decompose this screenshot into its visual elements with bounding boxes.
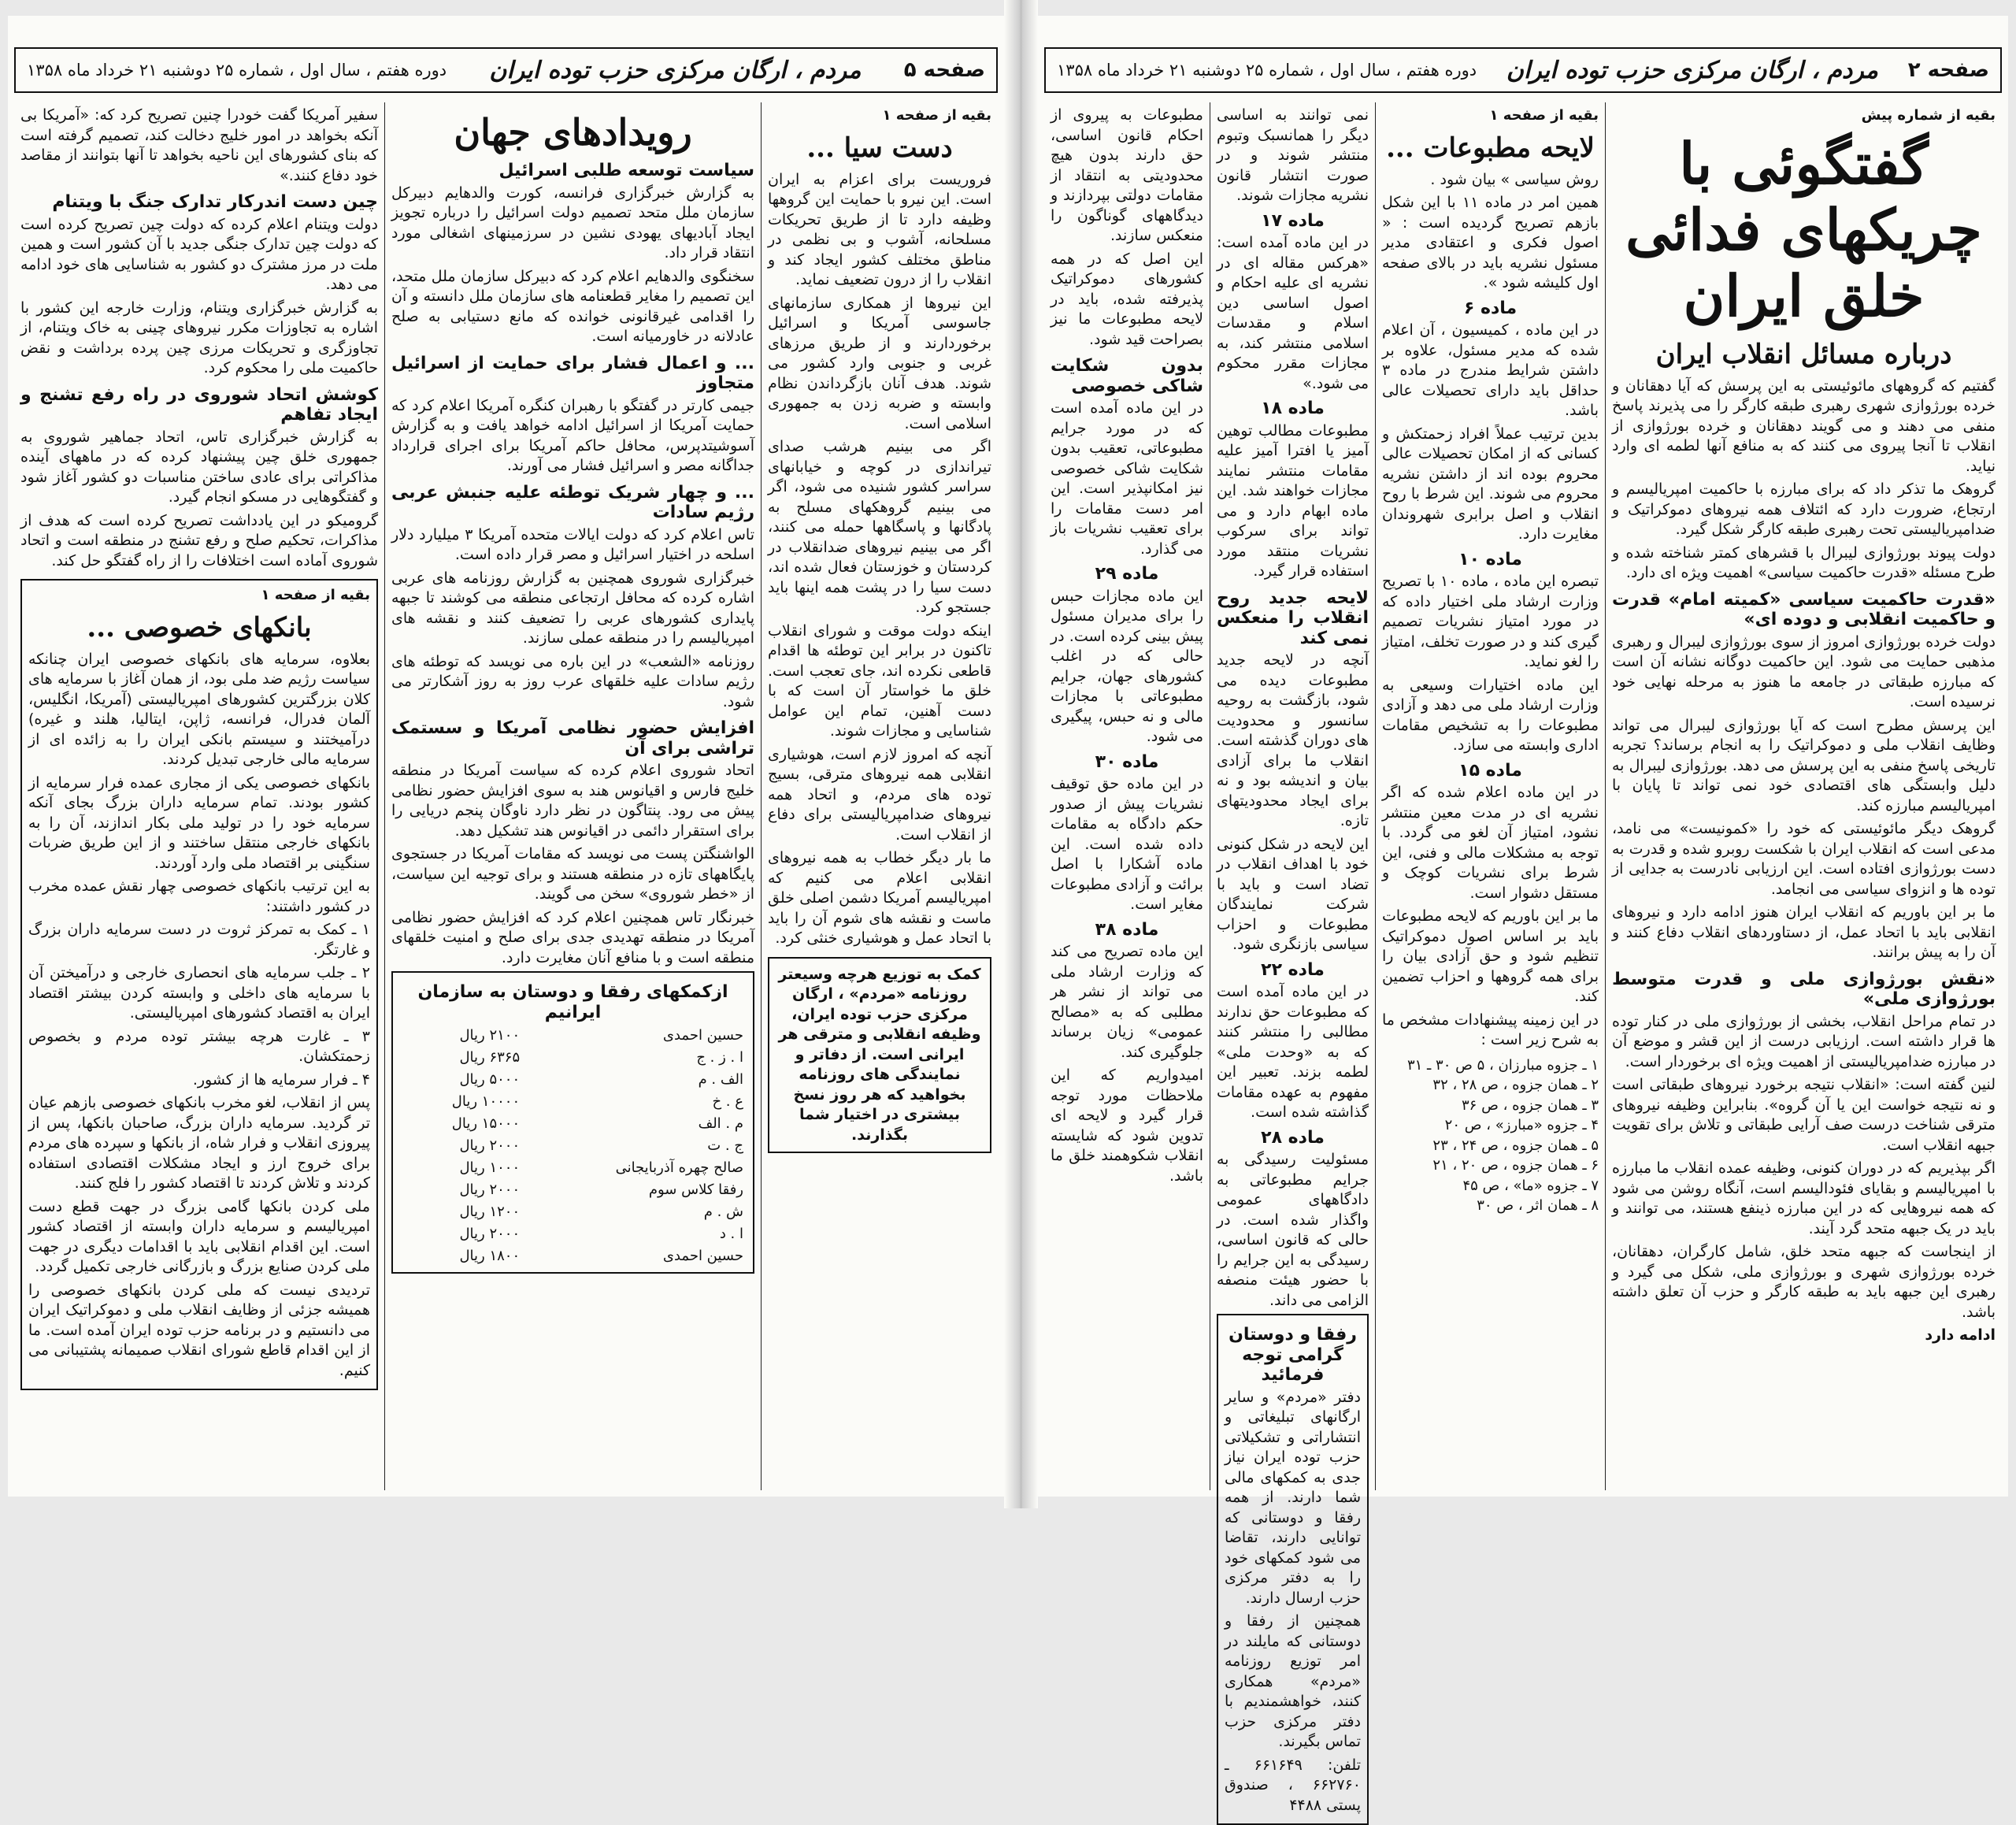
paragraph: به این ترتیب بانکهای خصوصی چهار نقش عمده مخرب در کشور داشتند: — [28, 877, 370, 915]
paragraph: پس از انقلاب، لغو مخرب بانکهای خصوصی بازهم عیان تر گردید. سرمایه داران بزرگ، صاحبان بانکها، پس از پیروزی انقلاب و فرار شاه، از بانکها و سپرده های مردم برای خروج ارز و ایجاد مشکلات اقتصادی استفاده کردند و تلاش کردند تا اقتصاد کشور را فلج کنند. — [28, 1094, 370, 1192]
paragraph: این ماده تصریح می کند که وزارت ارشاد ملی می تواند از نشر هر مطلبی که به «مصالح عمومی» زیان برساند جلوگیری کند. — [1051, 943, 1203, 1061]
donation-amount: ۲۰۰۰ ریال — [459, 1181, 521, 1198]
reference-item: ۶ ـ همان جزوه ، ص ۲۰ ، ۲۱ — [1432, 1157, 1599, 1174]
article-title: گفتگوئی با چریکهای فدائی خلق ایران — [1625, 129, 1982, 329]
article-title: بانکهای خصوصی ... — [87, 611, 312, 644]
donation-amount: ۱۸۰۰ ریال — [459, 1248, 521, 1264]
paragraph: ما بار دیگر خطاب به همه نیروهای انقلابی اعلام می کنیم که امپریالیسم آمریکا دشمن اصلی خلق ماست و نقشه های شوم آن را باید با اتحاد عمل و هوشیاری خنثی کرد. — [768, 849, 991, 947]
list-item: ۱ ـ کمک به تمرکز ثروت در دست سرمایه داران بزرگ و غارتگر. — [28, 921, 370, 959]
paragraph: این اصل که در همه کشورهای دموکراتیک پذیرفته شده، باید در لایحه مطبوعات ما نیز بصراحت قید شود. — [1051, 250, 1203, 348]
paragraph: این نیروها از همکاری سازمانهای جاسوسی آمریکا و اسرائیل برخوردارند و از طریق مرزهای غربی و جنوبی وارد کشور می شوند. هدف آنان بازگرداندن نظام وابسته و ضربه زدن به جمهوری اسلامی است. — [768, 294, 991, 432]
article-heading: ماده ۳۰ — [1095, 751, 1159, 772]
donor-name: حسین احمدی — [662, 1027, 743, 1044]
paragraph: بانکهای خصوصی یکی از مجاری عمده فرار سرمایه از کشور بودند. تمام سرمایه داران بزرگ بجای آنکه سرمایه خود را در تولید ملی بکار اندازند، آن را به بانکهای خارجی منتقل ساختند و از این طریق ضربات سنگینی بر اقتصاد ملی وارد آوردند. — [28, 773, 370, 872]
donation-row — [399, 1179, 747, 1201]
paragraph: بدین ترتیب عملاً افراد زحمتکش و کسانی که از امکان تحصیلات عالی محروم بوده اند از داشتن نشریه محروم می شوند. این شرط با روح انقلاب و اصل برابری شهروندان مغایرت دارد. — [1382, 425, 1599, 543]
newspaper-logo: مردم ، ارگان مرکزی حزب توده ایران — [1506, 56, 1878, 84]
paragraph: ما بر این باوریم که انقلاب ایران هنوز ادامه دارد و نیروهای انقلابی باید با اتحاد عمل، از دستاوردهای انقلاب دفاع کنند و آن را به پیش برانند. — [1612, 903, 1996, 961]
donation-amount: ۲۰۰۰ ریال — [459, 1226, 521, 1242]
donation-row — [399, 1223, 747, 1245]
paragraph: گروهک ما تذکر داد که برای مبارزه با حاکمیت امپریالیسم و ارتجاع، ضرورت دارد که ائتلاف همه نیروهای دموکراتیک و ضدامپریالیستی تحت رهبری طبقه کارگر شکل گیرد. — [1612, 480, 1996, 538]
reference-item: ۵ ـ همان جزوه ، ص ۲۴ ، ۲۳ — [1432, 1137, 1599, 1154]
paragraph: آنچه در لایحه جدید مطبوعات دیده می شود، بازگشت به روحیه سانسور و محدودیت های دوران گذشته است. انقلاب ما برای آزادی بیان و اندیشه بود و نه برای ایجاد محدودیتهای تازه. — [1217, 651, 1369, 829]
donation-row — [399, 1201, 747, 1223]
headline: سیاست توسعه طلبی اسرائیل — [498, 161, 754, 180]
reference-item: ۲ ـ همان جزوه ، ص ۲۸ ، ۳۲ — [1432, 1077, 1599, 1093]
page-number: صفحه ۲ — [1907, 58, 1989, 82]
masthead-right — [1044, 47, 2002, 93]
donor-name: الف . م — [698, 1071, 743, 1088]
cia-column — [761, 102, 998, 1490]
paragraph: اگر بپذیریم که در دوران کنونی، وظیفه عمده انقلاب ما مبارزه با امپریالیسم و بقایای فئودالیسم است، آنگاه روشن می شود که همه نیروهایی که در این مبارزه ذینفع هستند، می توانند و باید در یک جبهه متحد گرد آیند. — [1612, 1159, 1996, 1237]
donations-box — [391, 971, 754, 1274]
donor-name: حسین احمدی — [662, 1248, 743, 1264]
donation-amount: ۵۰۰۰ ریال — [459, 1071, 521, 1088]
world-events-column — [384, 102, 761, 1490]
paragraph: این ماده اختیارات وسیعی به وزارت ارشاد ملی می دهد و آزادی مطبوعات را به تشخیص مقامات اداری وابسته می سازد. — [1382, 676, 1599, 754]
article-subtitle: درباره مسائل انقلاب ایران — [1655, 338, 1952, 370]
paragraph: تلفن: ۶۶۱۶۴۹ ـ ۶۶۲۷۶۰ ، صندوق پستی ۴۴۸۸ — [1225, 1756, 1361, 1814]
reference-item: ۷ ـ جزوه «ما» ، ص ۴۵ — [1462, 1177, 1599, 1194]
donor-name: ا . ز . ج — [696, 1049, 743, 1066]
headline: چین دست اندرکار تدارک جنگ با ویتنام — [52, 192, 378, 212]
article-title: لایحه مطبوعات ... — [1386, 132, 1595, 164]
donor-name: رفقا کلاس سوم — [648, 1181, 743, 1198]
paragraph: در این ماده ، کمیسیون ، آن اعلام شده که مدیر مسئول، علاوه بر داشتن شرایط مندرج در ماده ۳ حداقل باید دارای تحصیلات عالی باشد. — [1382, 321, 1599, 419]
paragraph: به گزارش خبرگزاری فرانسه، کورت والدهایم دبیرکل سازمان ملل متحد تصمیم دولت اسرائیل را درباره تجویز ایجاد آبادیهای یهودی نشین در سرزمینهای اشغالی مورد انتقاد قرار داد. — [391, 184, 754, 262]
paragraph: نمی توانند به اساسی دیگر را همانسبک وتبوم منتشر شوند و در صورت انتشار قانون نشریه مجازات شوند. — [1217, 106, 1369, 204]
paragraph: ملی کردن بانکها گامی بزرگ در جهت قطع دست امپریالیسم و سرمایه داران وابسته از اقتصاد کشور است. این اقدام انقلابی باید با اقدامات دیگری در جهت ملی کردن صنایع بزرگ و بازرگانی خارجی تکمیل گردد. — [28, 1197, 370, 1275]
article-heading: ماده ۱۵ — [1458, 760, 1522, 781]
paragraph: همچنین از رفقا و دوستانی که مایلند در امر توزیع روزنامه «مردم» همکاری کنند، خواهشمندیم با دفتر مرکزی حزب تماس بگیرند. — [1225, 1612, 1361, 1750]
article-heading: ماده ۲۸ — [1261, 1127, 1325, 1148]
donation-amount: ۱۰۰۰۰ ریال — [451, 1093, 521, 1110]
to-be-continued: ادامه دارد — [1925, 1326, 1996, 1344]
donation-row — [399, 1135, 747, 1157]
paragraph: دفتر «مردم» و سایر ارگانهای تبلیغاتی و انتشاراتی و تشکیلاتی حزب توده ایران نیاز جدی به کمکهای مالی شما دارند. از همه رفقا و دوستانی که توانایی دارند، تقاضا می شود کمکهای خود را به دفتر مرکزی حزب ارسال دارند. — [1225, 1388, 1361, 1607]
paragraph: مطبوعات به پیروی از احکام قانون اساسی، حق دارند بدون هیچ محدودیتی به انتقاد از مقامات دولتی بپردازند و دیدگاههای گوناگون را منعکس سازند. — [1051, 106, 1203, 244]
paragraph: دولت ویتنام اعلام کرده که دولت چین تصریح کرده است که دولت چین تدارک جنگی جدید با آن کشور است و همین ملت در مرز مشترک دو کشور به شناسایی های خود ادامه می دهد. — [20, 215, 378, 293]
paragraph: الواشنگتن پست می نویسد که مقامات آمریکا در جستجوی پایگاههای تازه در منطقه هستند و برای توجیه این سیاست، از «خطر شوروی» سخن می گویند. — [391, 845, 754, 903]
list-item: ۴ ـ فرار سرمایه ها از کشور. — [192, 1070, 370, 1089]
donor-name: ا . د — [719, 1226, 743, 1242]
donation-amount: ۶۳۶۵ ریال — [459, 1049, 521, 1066]
paragraph: این پرسش مطرح است که آیا بورژوازی لیبرال می تواند وظایف انقلاب ملی و دموکراتیک را به انجام برساند؟ تجربه تاریخی پاسخ منفی به این پرسش می دهد. بورژوازی لیبرال به دلیل وابستگی های اقتصادی خود نمی تواند تا پایان با امپریالیسم مبارزه کند. — [1612, 716, 1996, 814]
paragraph: سخنگوی والدهایم اعلام کرد که دبیرکل سازمان ملل متحد، این تصمیم را مغایر قطعنامه های سازمان ملل دانسته و آن را اقدامی غیرقانونی خوانده که مانع دستیابی به صلح عادلانه در خاورمیانه است. — [391, 267, 754, 345]
paragraph: خبرگزاری شوروی همچنین به گزارش روزنامه های عربی اشاره کرده که محافل ارتجاعی منطقه می کوشند تا جبهه پایداری کشورهای عربی را تضعیف کنند و نقشه های امپریالیسم را در منطقه عملی سازند. — [391, 569, 754, 647]
page-number: صفحه ۵ — [903, 58, 985, 82]
donation-row — [399, 1091, 747, 1113]
donation-amount: ۲۱۰۰ ریال — [459, 1027, 521, 1044]
paragraph: در این زمینه پیشنهادات مشخص ما به شرح زیر است : — [1382, 1011, 1599, 1048]
paragraph: دولت پیوند بورژوازی لیبرال با قشرهای کمتر شناخته شده و طرح مسئله «قدرت حاکمیت سیاسی» اهمیت ویژه ای دارد. — [1612, 543, 1996, 581]
paragraph: بعلاوه، سرمایه های بانکهای خصوصی ایران چنانکه سیاست رژیم ضد ملی بود، از همان آغاز با سرمایه های کلان بزرگترین کشورهای امپریالیستی (آمریکا، انگلیس، آلمان فدرال، فرانسه، ژاپن، ایتالیا، هلند و غیره) درآمیختند و سیستم بانکی ایران را به زائده ای از سرمایه مالی خارجی تبدیل کردند. — [28, 650, 370, 768]
paragraph: در این ماده حق توقیف نشریات پیش از صدور حکم دادگاه به مقامات داده شده است. این ماده آشکارا با اصل برائت و آزادی مطبوعات مغایر است. — [1051, 775, 1203, 913]
paragraph: این لایحه در شکل کنونی خود با اهداف انقلاب در تضاد است و باید با شرکت نمایندگان مطبوعات و احزاب سیاسی بازنگری شود. — [1217, 835, 1369, 953]
reference-item: ۴ ـ جزوه «مبارز» ، ص ۲۰ — [1444, 1117, 1599, 1133]
paragraph: در این ماده اعلام شده که اگر نشریه ای در مدت معین منتشر نشود، امتیاز آن لغو می گردد. با توجه به مشکلات مالی و فنی، این شرط برای نشریات کوچک و مستقل دشوار است. — [1382, 784, 1599, 902]
headline: بدون شکایت شاکی خصوصی — [1051, 356, 1203, 396]
list-item: ۳ ـ غارت هرچه بیشتر توده مردم و بخصوص زحمتکشان. — [28, 1027, 370, 1065]
headline: «قدرت حاکمیت سیاسی «کمیته امام» قدرت و حاکمیت انقلابی و دوده ای» — [1612, 589, 1996, 629]
paragraph: گفتیم که گروههای مائوئیستی به این پرسش که آیا دهقانان و خرده بورژوازی شهری رهبری طبقه کارگر را می پذیرند پاسخ منفی می دهند و می گویند دهقانان و خرده بورژوازی از انقلاب تا آنجا پیروی می کنند که به منافع آنها لطمه ای وارد نیاید. — [1612, 376, 1996, 475]
paragraph: اتحاد شوروی اعلام کرده که سیاست آمریکا در منطقه خلیج فارس و اقیانوس هند به سوی افزایش حضور نظامی پیش می رود. پنتاگون در نظر دارد ناوگان پنجم دریایی را برای استقرار دائمی در اقیانوس هند تشکیل دهد. — [391, 762, 754, 840]
donor-name: ج . ت — [707, 1137, 743, 1154]
comrades-notice-box — [1217, 1314, 1369, 1825]
article-heading: ماده ۱۸ — [1261, 399, 1325, 418]
page-gutter — [1004, 0, 1038, 1508]
donor-name: ع . خ — [712, 1093, 743, 1110]
donation-row — [399, 1157, 747, 1179]
press-bill-column-2 — [1210, 102, 1375, 1814]
reference-item: ۳ ـ همان جزوه ، ص ۳۶ — [1462, 1096, 1599, 1114]
paragraph: فروریست برای اعزام به ایران است. این نیرو با حمایت این گروهها وظیفه دارد تا از طریق تحریکات مسلحانه، آشوب و بی نظمی در مناطق مختلف کشور ایجاد کند و انقلاب را از درون تضعیف نماید. — [768, 170, 991, 288]
press-bill-column-3 — [1044, 102, 1210, 1490]
news-column — [14, 102, 384, 1490]
article-heading: ماده ۱۷ — [1261, 210, 1325, 231]
paragraph: لنین گفته است: «انقلاب نتیجه برخورد نیروهای طبقاتی است و نه نتیجه خواست این یا آن گروه». بنابراین وظیفه نیروهای مترقی شناخت درست صف آرایی طبقاتی و تلاش برای تقویت جبهه انقلاب است. — [1612, 1076, 1996, 1154]
paragraph: در این ماده آمده است که مطبوعات حق ندارند مطالبی را منتشر کنند که به «وحدت ملی» لطمه بزند. تعبیر این مفهوم به عهده مقامات گذاشته شده است. — [1217, 983, 1369, 1121]
donation-row — [399, 1047, 747, 1069]
paragraph: در این ماده آمده است: «هرکس مقاله ای در نشریه ای علیه احکام و اصول اساسی دین اسلام و مقدسات اسلامی منتشر کند، به مجازات مقرر محکوم می شود.» — [1217, 234, 1369, 392]
article-heading: ماده ۱۰ — [1458, 549, 1522, 569]
paragraph: از اینجاست که جبهه متحد خلق، شامل کارگران، دهقانان، خرده بورژوازی شهری و بورژوازی ملی، شکل می گیرد و رهبری این جبهه باید به طبقه کارگر و حزب آن تعلق داشته باشد. — [1612, 1243, 1996, 1321]
article-heading: ماده ۳۸ — [1095, 919, 1159, 940]
donation-row — [399, 1113, 747, 1135]
notice-title: رفقا و دوستان گرامی توجه فرمائید — [1228, 1325, 1357, 1385]
paragraph: امیدواریم که این ملاحظات مورد توجه قرار گیرد و لایحه ای تدوین شود که شایسته انقلاب شکوهمند خلق ما باشد. — [1051, 1066, 1203, 1185]
paragraph: تاس اعلام کرد که دولت ایالات متحده آمریکا ۳ میلیارد دلار اسلحه در اختیار اسرائیل و مصر قرار داده است. — [391, 525, 754, 563]
headline: «نقش بورژوازی ملی و قدرت متوسط بورژوازی ملی» — [1612, 969, 1996, 1009]
left-columns — [14, 102, 998, 1490]
donor-name: ش . م — [703, 1204, 743, 1220]
paragraph: ما بر این باوریم که لایحه مطبوعات باید بر اساس اصول دموکراتیک تنظیم شود و حق آزادی بیان را برای همه گروهها و احزاب تضمین کند. — [1382, 907, 1599, 1005]
private-banks-box — [20, 579, 378, 1390]
continuation-note: بقیه از شماره پیش — [1861, 107, 1996, 124]
paragraph: سفیر آمریکا گفت خودرا چنین تصریح کرد که: «آمریکا بی آنکه بخواهد در امور خلیج دخالت کند، تصمیم گرفته است که بنای کشورهای این ناحیه بخواهد تا آنها بتوانند از مقاصد خود دفاع کنند.» — [20, 106, 378, 184]
paragraph: روزنامه «الشعب» در این باره می نویسد که توطئه های رژیم سادات علیه خلقهای عرب روز به روز آشکارتر می شود. — [391, 652, 754, 710]
article-heading: ماده ۲۹ — [1095, 564, 1159, 584]
donation-amount: ۱۲۰۰ ریال — [459, 1204, 521, 1220]
paragraph: مطبوعات مطالب توهین آمیز یا افترا آمیز علیه مقامات منتشر نمایند مجازات خواهند شد. این ماده ابهام دارد و می تواند برای سرکوب نشریات منتقد مورد استفاده قرار گیرد. — [1217, 421, 1369, 580]
article-heading: ماده ۲۲ — [1261, 959, 1325, 980]
paragraph: جیمی کارتر در گفتگو با رهبران کنگره آمریکا اعلام کرد که حمایت آمریکا از اسرائیل ادامه خواهد یافت و به گزارش آسوشیتدپرس، محافل حاکم آمریکا برای اجرای قرارداد جداگانه مصر و اسرائیل فشار می آورند. — [391, 396, 754, 474]
paragraph: تبصره این ماده ، ماده ۱۰ با تصریح وزارت ارشاد ملی اختیار داده که در مورد امتیاز نشریات تصمیم گیری کند و در صورت تخلف، امتیاز را لغو نماید. — [1382, 573, 1599, 670]
headline: ... و اعمال فشار برای حمایت از اسرائیل متجاوز — [391, 353, 754, 393]
headline: لایحه جدید روح انقلاب را منعکس نمی کند — [1217, 588, 1369, 648]
paragraph: اگر می بینیم هرشب صدای تیراندازی در کوچه و خیابانهای سراسر کشور شنیده می شود، اگر می بینیم گروهکهای مسلح به پادگانها و پاسگاهها حمله می کنند، اگر می بینیم نیروهای ضدانقلاب در کردستان و خوزستان فعال شده اند، دست سیا را در پشت همه اینها باید جستجو کرد. — [768, 438, 991, 616]
donation-row — [399, 1069, 747, 1091]
paragraph: در این ماده آمده است که در مورد جرایم مطبوعاتی، تعقیب بدون شکایت شاکی خصوصی نیز امکانپذیر است. این امر دست مقامات را برای تعقیب نشریات باز می گذارد. — [1051, 399, 1203, 558]
donation-row — [399, 1025, 747, 1047]
headline: ... و چهار شریک توطئه علیه جنبش عربی رژیم سادات — [391, 482, 754, 522]
donation-amount: ۱۰۰۰ ریال — [459, 1159, 521, 1176]
issue-date: دوره هفتم ، سال اول ، شماره ۲۵ دوشنبه ۲۱ خرداد ماه ۱۳۵۸ — [27, 61, 447, 80]
left-page — [8, 16, 1004, 1497]
headline: کوشش اتحاد شوروی در راه رفع تشنج و ایجاد تفاهم — [20, 384, 378, 425]
donation-amount: ۱۵۰۰۰ ریال — [451, 1115, 521, 1132]
right-columns — [1044, 102, 2002, 1814]
paragraph: تردیدی نیست که ملی کردن بانکهای خصوصی را همیشه جزئی از وظایف انقلاب ملی و دموکراتیک ایران می دانستیم و در برنامه حزب توده ایران آمده است. ما از این اقدام قاطع شورای انقلاب صمیمانه پشتیبانی می کنیم. — [28, 1281, 370, 1379]
newspaper-logo: مردم ، ارگان مرکزی حزب توده ایران — [489, 56, 862, 84]
paragraph: دولت خرده بورژوازی امروز از سوی بورژوازی لیبرال و رهبری مذهبی حمایت می شود. این حاکمیت دوگانه نشانه آن است که مبارزه طبقاتی در جامعه ما هنوز به مرحله نهایی خود نرسیده است. — [1612, 632, 1996, 710]
press-bill-column — [1375, 102, 1605, 1490]
paragraph: خبرنگار تاس همچنین اعلام کرد که افزایش حضور نظامی آمریکا در منطقه تهدیدی جدی برای صلح و امنیت خلقهای منطقه است و با منافع آنان مغایرت دارد. — [391, 908, 754, 966]
donation-row — [399, 1245, 747, 1267]
paragraph: همین امر در ماده ۱۱ با این شکل بازهم تصریح گردیده است : « اصول فکری و اعتقادی مدیر مسئول نشریه باید در بالای صفحه اول کلیشه شود ». — [1382, 194, 1599, 291]
continuation-note: بقیه از صفحه ۱ — [882, 107, 991, 124]
continuation-note: بقیه از صفحه ۱ — [1489, 107, 1599, 124]
fedai-interview-column — [1605, 102, 2002, 1490]
article-heading: ماده ۶ — [1463, 298, 1518, 318]
section-title: رویدادهای جهان — [454, 111, 692, 154]
list-item: ۲ ـ جلب سرمایه های انحصاری خارجی و درآمیختن آن با سرمایه های داخلی و وابسته کردن بیشتر اقتصاد ایران به اقتصاد کشورهای امپریالیستی. — [28, 964, 370, 1022]
paragraph: مسئولیت رسیدگی به جرایم مطبوعاتی به دادگاههای عمومی واگذار شده است. در حالی که قانون اساسی، رسیدگی به این جرایم را با حضور هیئت منصفه الزامی می داند. — [1217, 1151, 1369, 1309]
issue-date: دوره هفتم ، سال اول ، شماره ۲۵ دوشنبه ۲۱ خرداد ماه ۱۳۵۸ — [1057, 61, 1477, 80]
donor-name: صالح چهره آذربایجانی — [615, 1159, 743, 1176]
paragraph: در تمام مراحل انقلاب، بخشی از بورژوازی ملی در کنار توده ها قرار داشته است. ارزیابی درست از این قشر و موضع آن در مبارزه ضدامپریالیستی از اهمیت ویژه ای برخوردار است. — [1612, 1012, 1996, 1070]
donor-name: م . الف — [698, 1115, 743, 1132]
paragraph: اینکه دولت موقت و شورای انقلاب تاکنون در برابر این توطئه ها اقدام قاطعی نکرده اند، جای تعجب است. خلق ما خواستار آن است که با دست آهنین، تمام این عوامل شناسایی و مجازات شوند. — [768, 621, 991, 740]
article-title: دست سیا ... — [806, 132, 953, 164]
paragraph: گرومیکو در این یادداشت تصریح کرده است که هدف از مذاکرات، تحکیم صلح و رفع تشنج در منطقه است و اتحاد شوروی آماده است اختلافات را از راه گفتگو حل کند. — [20, 511, 378, 569]
paragraph: گروهک دیگر مائوئیستی که خود را «کمونیست» می نامد، مدعی است که انقلاب ایران با شکست روبرو شده و قدرت به دست بورژوازی افتاده است. این ارزیابی نادرست به جدایی از توده ها و انزوای سیاسی می انجامد. — [1612, 820, 1996, 898]
paragraph: به گزارش خبرگزاری ویتنام، وزارت خارجه این کشور با اشاره به تجاوزات مکرر نیروهای چینی به خاک ویتنام، از تجاوزگری و تحریکات مرزی چین پرده برداشت و نقض حاکمیت ملی را محکوم کرد. — [20, 299, 378, 376]
right-page — [1038, 16, 2008, 1814]
paragraph: روش سیاسی » بیان شود . — [1430, 170, 1599, 188]
paragraph: به گزارش خبرگزاری تاس، اتحاد جماهیر شوروی به جمهوری خلق چین پیشنهاد کرده که در ماههای آینده مذاکراتی برای عادی ساختن مناسبات دو کشور آغاز شود و گفتگوهایی در مسکو انجام گیرد. — [20, 428, 378, 506]
references-list — [1382, 1055, 1599, 1216]
reference-item: ۱ ـ جزوه مبارزان ، ۵ ص ۳۰ ـ ۳۱ — [1406, 1056, 1599, 1074]
donation-amount: ۲۰۰۰ ریال — [459, 1137, 521, 1154]
headline: افزایش حضور نظامی آمریکا و سستمک تراشی برای آن — [391, 718, 754, 759]
reference-item: ۸ ـ همان اثر ، ص ۳۰ — [1477, 1197, 1599, 1214]
distribution-notice: کمک به توزیع هرچه وسیعتر روزنامه «مردم» ، ارگان مرکزی حزب توده ایران، وظیفه انقلابی و مترقی هر ایرانی است. از دفاتر و نمایندگی های روزنامه بخواهید که هر روز نسخ بیشتری در اختیار شما بگذارند. — [768, 957, 991, 1154]
masthead-left — [14, 47, 998, 93]
continuation-note: بقیه از صفحه ۱ — [261, 587, 370, 603]
donations-table — [399, 1025, 747, 1267]
paragraph: این ماده مجازات حبس را برای مدیران مسئول پیش بینی کرده است. در حالی که در اغلب کشورهای جهان، جرایم مطبوعاتی با مجازات مالی و نه حبس، پیگیری می شود. — [1051, 587, 1203, 745]
paragraph: آنچه که امروز لازم است، هوشیاری انقلابی همه نیروهای مترقی، بسیج توده های مردم، و اتحاد همه نیروهای ضدامپریالیستی برای دفاع از انقلاب است. — [768, 745, 991, 844]
donations-title: ازکمکهای رفقا و دوستان به سازمان ایرانیم — [417, 982, 728, 1022]
